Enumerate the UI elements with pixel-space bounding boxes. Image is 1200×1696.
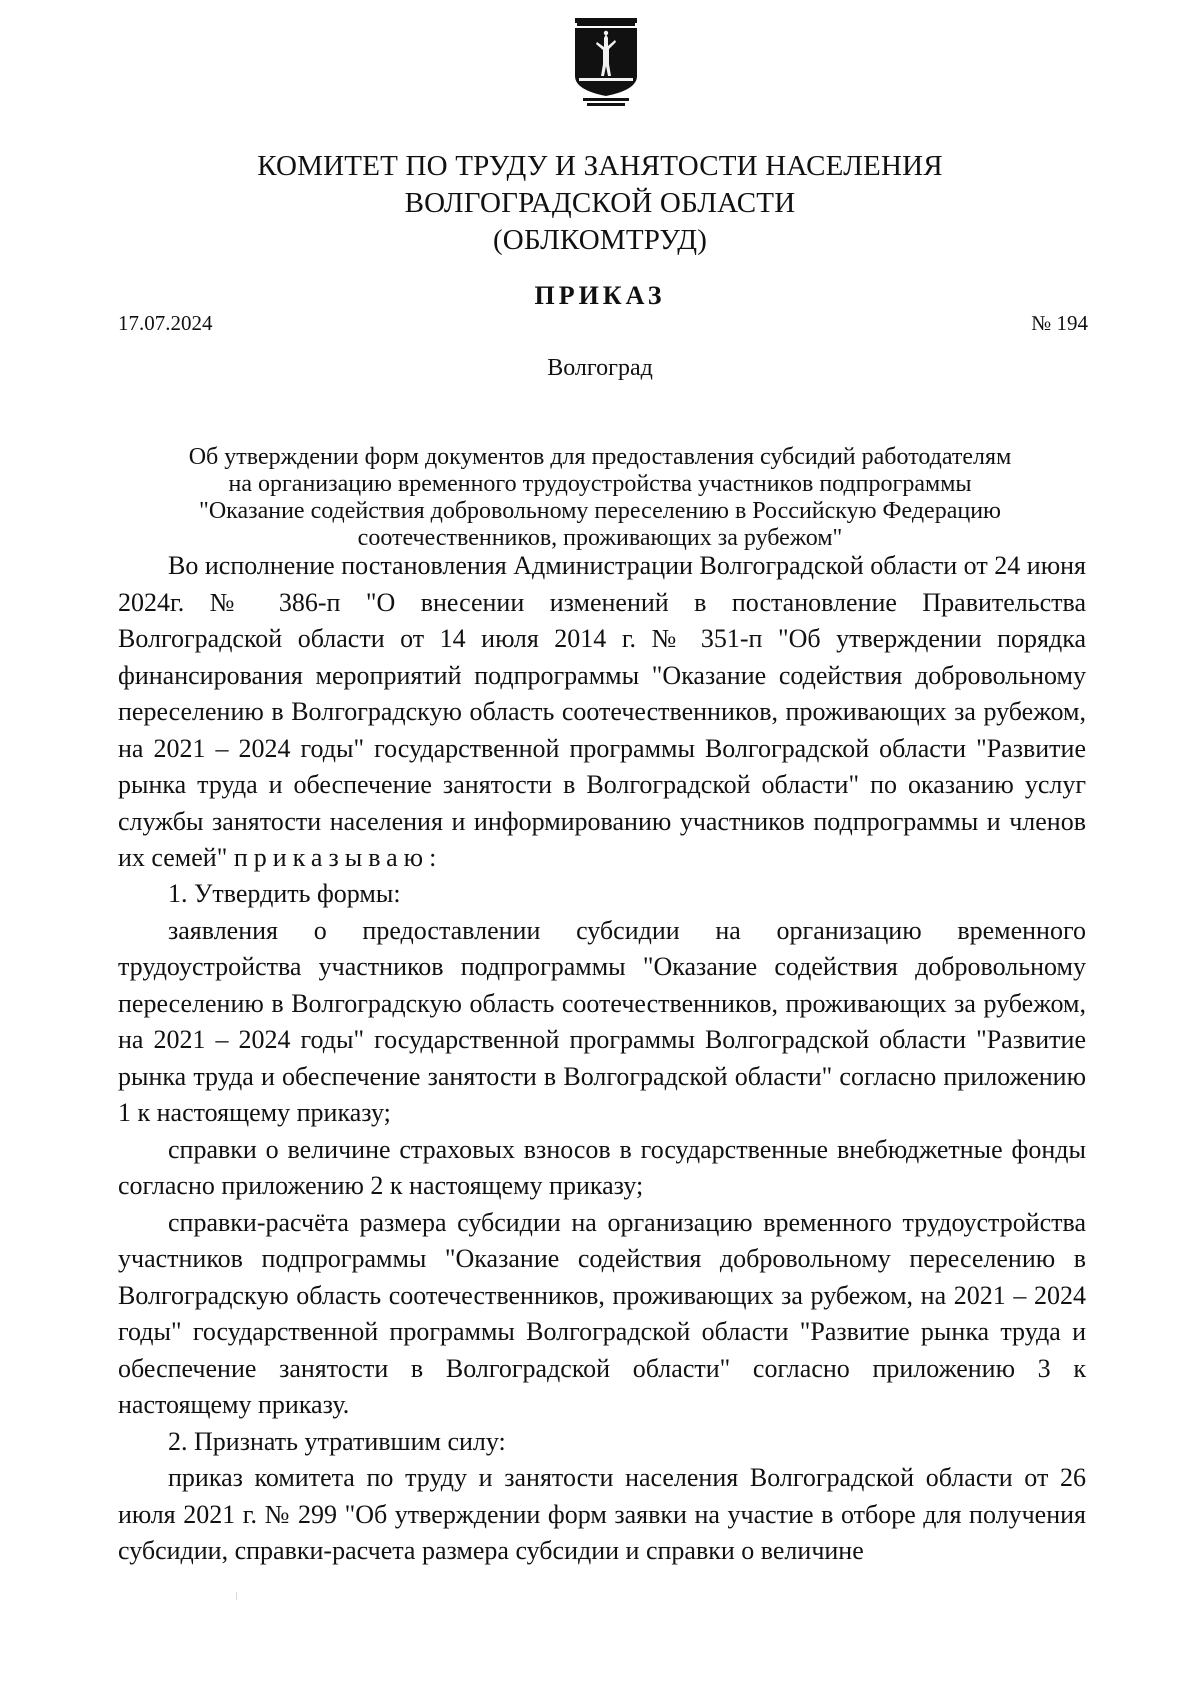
organization-abbreviation: (ОБЛКОМТРУД): [492, 224, 708, 256]
form-item: заявления о предоставлении субсидии на организацию временного трудоустройства участников подпрограммы "Оказание содействия добровольному переселению в Волгоградскую область соотечественников, проживающих за рубежом, на 2021 – 2024 годы" государственной программы Волгоградской области "Развитие рынка труда и обеспечение занятости в Волгоградской области" согласно приложению 1 к настоящему приказу;: [118, 915, 1086, 1127]
document-type-title: ПРИКАЗ: [534, 281, 666, 310]
preamble: [118, 548, 1086, 877]
repealed-order-text: приказ комитета по труду и занятости населения Волгоградской области от 26 июля 2021 г. № 299 "Об утверждении форм заявки на участие в отборе для получения субсидии, справки-расчета размера субсидии и справки о величине: [118, 1463, 1086, 1565]
order-number: № 194: [1031, 311, 1088, 335]
scan-artifact: [236, 1592, 237, 1600]
item-heading: 1. Утвердить формы:: [168, 879, 401, 908]
preamble-paragraph: [118, 548, 1086, 877]
organization-name: [200, 148, 1000, 259]
organization-name-line: КОМИТЕТ ПО ТРУДУ И ЗАНЯТОСТИ НАСЕЛЕНИЯ: [257, 150, 943, 182]
preamble-text: Во исполнение постановления Администрации Волгоградской области от 24 июня 2024г. № 386-п "О внесении изменений в постановление Правительства Волгоградской области от 14 июля 2014 г. № 351-п "Об утверждении порядка финансирования мероприятий подпрограммы "Оказание содействия добровольному переселению в Волгоградскую область соотечественников, проживающих за рубежом, на 2021 – 2024 годы" государственной программы Волгоградской области "Развитие рынка труда и обеспечение занятости в Волгоградской области" по оказанию услуг службы занятости населения и информированию участников подпрограммы и членов их семей": [118, 551, 1086, 872]
order-command: приказываю:: [233, 843, 443, 872]
form-item: справки о величине страховых взносов в государственные внебюджетные фонды согласно приложению 2 к настоящему приказу;: [118, 1134, 1086, 1200]
item-heading: 2. Признать утратившим силу:: [168, 1426, 506, 1456]
organization-name-line: ВОЛГОГРАДСКОЙ ОБЛАСТИ: [404, 187, 796, 219]
subject-line: "Оказание содействия добровольному переселению в Российскую Федерацию: [199, 498, 1001, 524]
subject-line: соотечественников, проживающих за рубежом": [357, 525, 843, 551]
form-item: справки-расчёта размера субсидии на организацию временного трудоустройства участников подпрограммы "Оказание содействия добровольному переселению в Волгоградскую область соотечественников, проживающих за рубежом, на 2021 – 2024 годы" государственной программы Волгоградской области "Развитие рынка труда и обеспечение занятости в Волгоградской области" согласно приложению 3 к настоящему приказу.: [118, 1207, 1086, 1419]
order-items: [118, 876, 1086, 1570]
order-date: 17.07.2024: [118, 311, 213, 335]
order-subject: [110, 444, 1090, 552]
order-city: Волгоград: [547, 355, 653, 381]
subject-line: на организацию временного трудоустройства участников подпрограммы: [228, 471, 972, 497]
subject-line: Об утверждении форм документов для предоставления субсидий работодателям: [188, 444, 1012, 470]
coat-of-arms-icon: [575, 18, 637, 108]
